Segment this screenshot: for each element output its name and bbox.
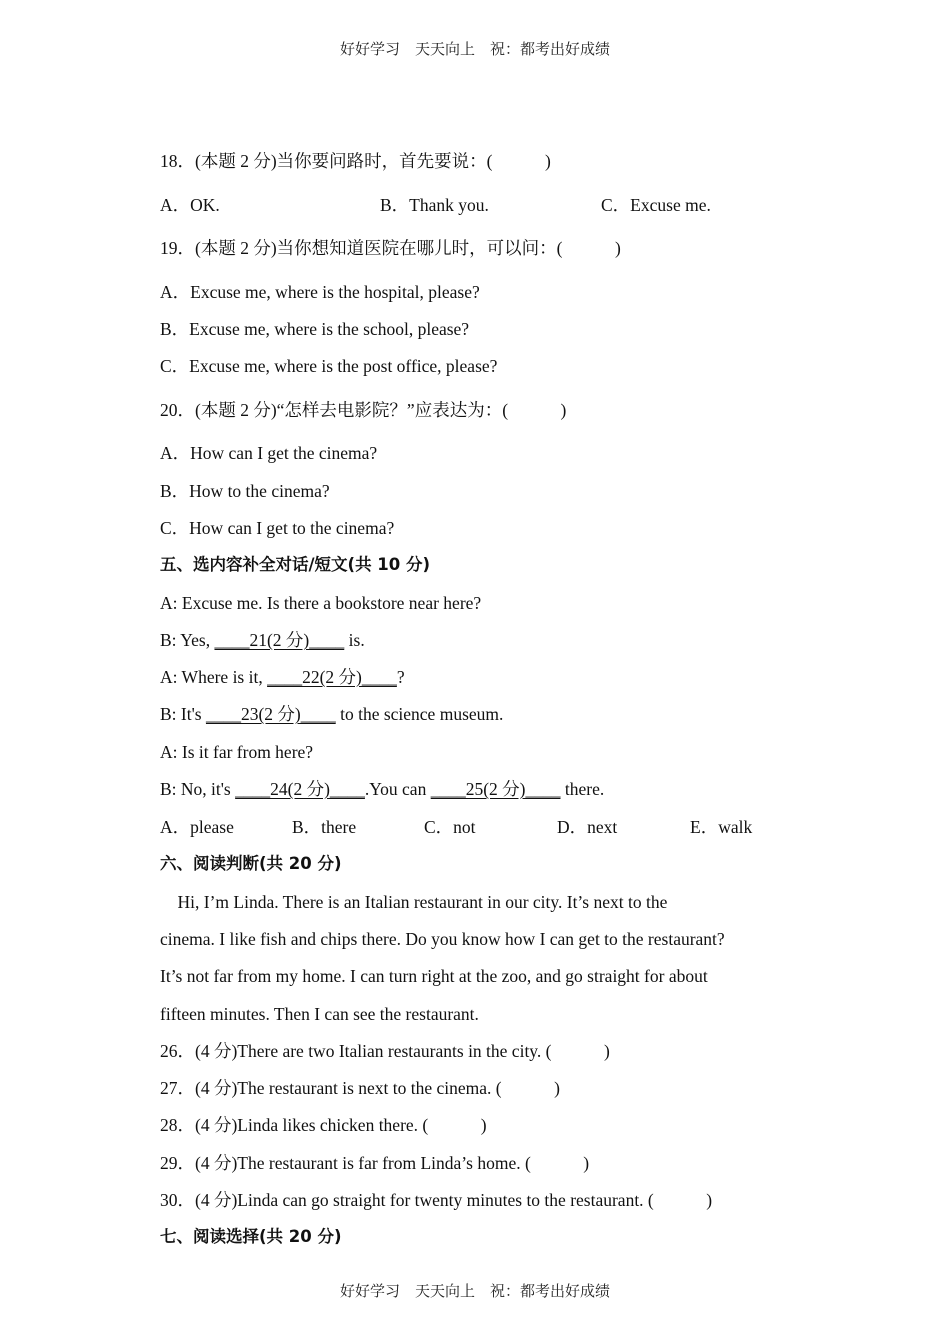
question-26: 26．(4 分)There are two Italian restaurants in the city. ( ) — [160, 1041, 610, 1061]
question-20-stem: 20．(本题 2 分)“怎样去电影院？”应表达为：( ) — [160, 400, 567, 420]
question-30: 30．(4 分)Linda can go straight for twenty minutes to the restaurant. ( ) — [160, 1190, 713, 1210]
dialogue-text: A: Where is it, — [160, 667, 268, 687]
dialogue-line-2 — [160, 629, 365, 651]
dialogue-text: ? — [396, 667, 405, 687]
dialogue-text: B: It's — [160, 704, 206, 724]
passage-line: Hi, I’m Linda. There is an Italian restaurant in our city. It’s next to the — [160, 892, 668, 912]
question-19-stem: 19．(本题 2 分)当你想知道医院在哪儿时，可以问：( ) — [160, 238, 621, 258]
question-28: 28．(4 分)Linda likes chicken there. ( ) — [160, 1115, 487, 1135]
dialogue-line-5: A: Is it far from here? — [160, 742, 314, 762]
choice-b: B．there — [292, 817, 357, 837]
dialogue-line-4 — [160, 703, 503, 725]
dialogue-text: is. — [344, 630, 365, 650]
choice-d: D．next — [557, 817, 618, 837]
dialogue-text: B: No, it's — [160, 779, 236, 799]
passage-line: fifteen minutes. Then I can see the restaurant. — [160, 1004, 479, 1024]
question-20-option-a: A．How can I get the cinema? — [160, 443, 378, 463]
question-18-option-b: B．Thank you. — [380, 195, 489, 215]
dialogue-line-3 — [160, 666, 405, 688]
blank-21: ____21(2 分)____ — [214, 630, 345, 650]
question-20-option-b: B．How to the cinema? — [160, 481, 330, 501]
blank-24: ____24(2 分)____ — [235, 779, 365, 799]
page-header: 好好学习 天天向上 祝：都考出好成绩 — [339, 40, 610, 58]
question-20-option-c: C．How can I get to the cinema? — [160, 518, 395, 538]
choice-a: A．please — [160, 817, 234, 837]
section-7-title: 七、阅读选择(共 20 分) — [160, 1227, 342, 1246]
question-18-option-a: A．OK. — [160, 195, 220, 215]
question-18-stem: 18．(本题 2 分)当你要问路时，首先要说：( ) — [160, 151, 551, 171]
section-5-title: 五、选内容补全对话/短文(共 10 分) — [160, 555, 431, 574]
passage-line: cinema. I like fish and chips there. Do you know how I can get to the restaurant? — [160, 929, 725, 949]
section-6-title: 六、阅读判断(共 20 分) — [160, 854, 342, 873]
question-19-option-a: A．Excuse me, where is the hospital, please? — [160, 282, 480, 302]
dialogue-text: to the science museum. — [335, 704, 504, 724]
blank-25: ____25(2 分)____ — [430, 779, 561, 799]
question-18-option-c: C．Excuse me. — [601, 195, 711, 215]
dialogue-text: there. — [560, 779, 605, 799]
question-27: 27．(4 分)The restaurant is next to the cinema. ( ) — [160, 1078, 560, 1098]
choice-c: C．not — [424, 817, 476, 837]
question-29: 29．(4 分)The restaurant is far from Linda’s home. ( ) — [160, 1153, 590, 1173]
question-19-option-b: B．Excuse me, where is the school, please? — [160, 319, 470, 339]
passage-line: It’s not far from my home. I can turn right at the zoo, and go straight for about — [160, 966, 708, 986]
page-footer: 好好学习 天天向上 祝：都考出好成绩 — [339, 1282, 610, 1300]
dialogue-text: B: Yes, — [160, 630, 215, 650]
blank-22: ____22(2 分)____ — [267, 667, 397, 687]
dialogue-line-6 — [160, 778, 604, 800]
dialogue-text: .You can — [364, 779, 431, 799]
dialogue-line-1: A: Excuse me. Is there a bookstore near here? — [160, 593, 482, 613]
choice-e: E．walk — [690, 817, 753, 837]
blank-23: ____23(2 分)____ — [205, 704, 336, 724]
question-19-option-c: C．Excuse me, where is the post office, please? — [160, 356, 498, 376]
